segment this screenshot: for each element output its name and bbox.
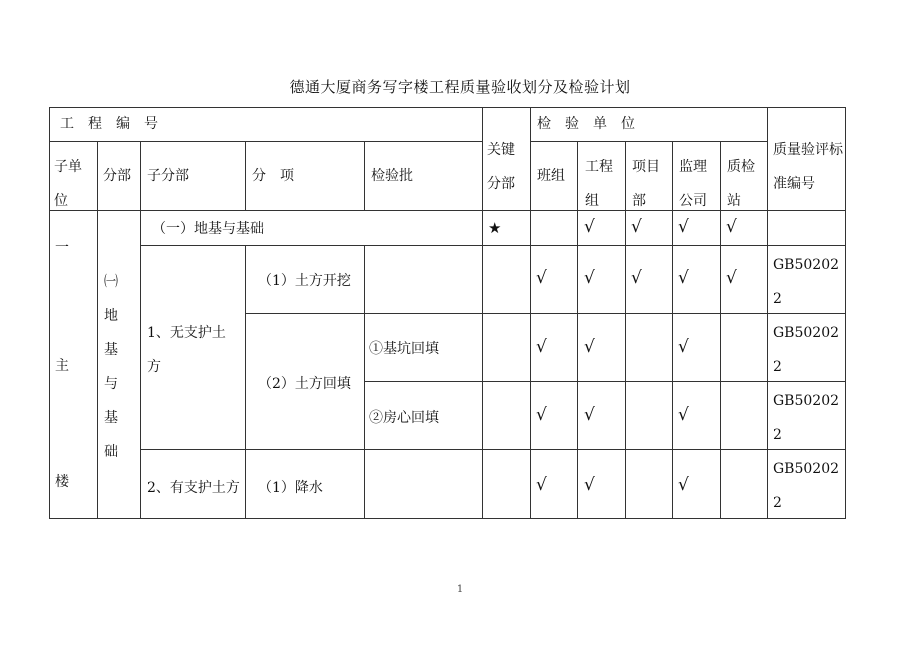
item-backfill: （2）土方回填 xyxy=(258,376,351,392)
header-batch: 检验批 xyxy=(371,168,413,184)
header-item: 分 项 xyxy=(252,168,294,184)
check-mark: √ xyxy=(536,337,547,357)
check-mark: √ xyxy=(678,337,689,357)
header-key-division: 关键分部 xyxy=(487,142,515,192)
sub-unit-label-2: 主 xyxy=(55,358,69,374)
sub-unit-label-1: 一 xyxy=(55,240,69,256)
quality-std-value: GB50202 2 xyxy=(773,325,840,375)
check-mark: √ xyxy=(584,217,595,237)
check-mark: √ xyxy=(584,268,595,288)
header-sub-division: 子分部 xyxy=(147,168,189,184)
header-quality-station: 质检站 xyxy=(727,159,755,209)
batch-floor-backfill: ②房心回填 xyxy=(369,410,439,426)
page-number: 1 xyxy=(456,584,464,595)
division-label: ㈠地基与基础 xyxy=(104,274,118,460)
check-mark: √ xyxy=(536,405,547,425)
quality-std-value: GB50202 2 xyxy=(773,257,840,307)
quality-std-value: GB50202 2 xyxy=(773,393,840,443)
check-mark: √ xyxy=(631,217,642,237)
header-engineering-no: 工 程 编 号 xyxy=(60,116,158,132)
key-star: ★ xyxy=(488,219,502,237)
header-division: 分部 xyxy=(103,168,131,184)
section-heading: （一）地基与基础 xyxy=(152,221,264,237)
header-eng-group: 工程组 xyxy=(585,159,613,209)
check-mark: √ xyxy=(678,405,689,425)
document-title: 德通大厦商务写字楼工程质量验收划分及检验计划 xyxy=(289,78,631,96)
check-mark: √ xyxy=(536,475,547,495)
header-inspection-unit: 检 验 单 位 xyxy=(537,116,635,132)
check-mark: √ xyxy=(584,475,595,495)
check-mark: √ xyxy=(678,268,689,288)
check-mark: √ xyxy=(726,217,737,237)
check-mark: √ xyxy=(584,337,595,357)
subdivision-supported: 2、有支护土方 xyxy=(147,480,240,496)
check-mark: √ xyxy=(678,217,689,237)
header-project-dept: 项目部 xyxy=(632,159,660,209)
header-supervision: 监理公司 xyxy=(679,159,707,209)
check-mark: √ xyxy=(631,268,642,288)
header-sub-unit: 子单位 xyxy=(54,159,82,209)
item-excavation: （1）土方开挖 xyxy=(258,273,351,289)
header-quality-std: 质量验评标准编号 xyxy=(773,142,843,192)
header-team: 班组 xyxy=(537,168,565,184)
sub-unit-label-3: 楼 xyxy=(55,474,69,490)
check-mark: √ xyxy=(584,405,595,425)
quality-std-value: GB50202 2 xyxy=(773,461,840,511)
item-dewatering: （1）降水 xyxy=(258,480,323,496)
subdivision-unsupported: 1、无支护土方 xyxy=(147,325,226,375)
batch-pit-backfill: ①基坑回填 xyxy=(369,341,439,357)
check-mark: √ xyxy=(536,268,547,288)
check-mark: √ xyxy=(678,475,689,495)
check-mark: √ xyxy=(726,268,737,288)
